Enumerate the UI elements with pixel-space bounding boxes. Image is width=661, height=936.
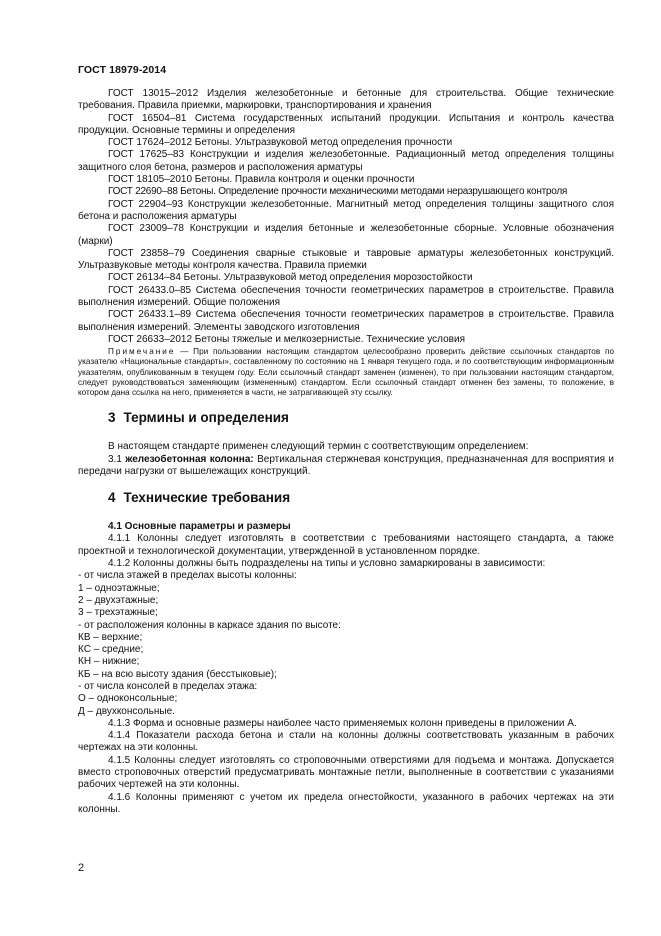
term-name: железобетонная колонна: [125, 453, 254, 465]
ref-gost-18105: ГОСТ 18105–2010 Бетоны. Правила контроля и оценки прочности [108, 174, 415, 186]
subsection-4-1-heading: 4.1 Основные параметры и размеры [108, 521, 291, 533]
ref-gost-26433-1: ГОСТ 26433.1–89 Система обеспечения точности геометрических параметров в строительстве. Правила выполнения измерений. Элементы заводского изготовления [78, 309, 614, 333]
clause-4-1-3: 4.1.3 Форма и основные размеры наиболее часто применяемых колонн приведены в приложении А. [108, 717, 577, 729]
ref-gost-16504: ГОСТ 16504–81 Система государственных испытаний продукции. Испытания и контроль качества продукции. Основные термины и определения [78, 112, 614, 136]
section-4-title: Технические требования [123, 490, 291, 506]
document-header: ГОСТ 18979-2014 [78, 64, 167, 76]
note-label: Примечание [108, 347, 176, 357]
term-definition [78, 454, 614, 479]
list-item: - от числа консолей в пределах этажа: [78, 681, 258, 692]
clause-4-1-5: 4.1.5 Колонны следует изготовлять со строповочными отверстиями для подъема и монтажа. Допускается вместо строповочных отверстий предусматривать монтажные петли, выполненные в соответствии с указаниями рабочих чертежей на эти колонны. [78, 754, 614, 791]
list-item: 1 – одноэтажные; [78, 582, 160, 594]
ref-gost-22690: ГОСТ 22690–88 Бетоны. Определение прочности механическими методами неразрушающего контроля [108, 186, 568, 198]
section-3-title: Термины и определения [123, 410, 289, 426]
document-body [78, 88, 614, 816]
ref-gost-13015: ГОСТ 13015–2012 Изделия железобетонные и бетонные для строительства. Общие технические требования. Правила приемки, маркировки, транспортирования и хранения [78, 88, 614, 112]
ref-gost-26633: ГОСТ 26633–2012 Бетоны тяжелые и мелкозернистые. Технические условия [108, 333, 465, 345]
section-4-heading [108, 490, 614, 506]
clause-4-1-6: 4.1.6 Колонны применяют с учетом их предела огнестойкости, указанного в рабочих чертежах на эти колонны. [78, 791, 614, 815]
section-3-heading [108, 410, 614, 426]
list-item: 3 – трехэтажные; [78, 607, 158, 619]
note [78, 347, 614, 398]
ref-gost-17624: ГОСТ 17624–2012 Бетоны. Ультразвуковой метод определения прочности [108, 137, 453, 149]
section-4-number: 4 [108, 490, 116, 506]
clause-4-1-4: 4.1.4 Показатели расхода бетона и стали на колонны должны соответствовать указанным в рабочих чертежах на эти колонны. [78, 730, 614, 754]
list-item: КВ – верхние; [78, 631, 143, 643]
list-item: 2 – двухэтажные; [78, 594, 159, 606]
ref-gost-26134: ГОСТ 26134–84 Бетоны. Ультразвуковой метод определения морозостойкости [108, 272, 473, 284]
ref-gost-26433-0: ГОСТ 26433.0–85 Система обеспечения точности геометрических параметров в строительстве. Правила выполнения измерений. Общие положения [78, 284, 614, 309]
list-item: КН – нижние; [78, 656, 140, 668]
list-item: Д – двухконсольные. [78, 705, 175, 717]
ref-gost-23009: ГОСТ 23009–78 Конструкции и изделия бетонные и железобетонные сборные. Условные обозначения (марки) [78, 223, 614, 247]
section-3-number: 3 [108, 410, 116, 426]
ref-gost-22904: ГОСТ 22904–93 Конструкции железобетонные. Магнитный метод определения толщины защитного слоя бетона и расположения арматуры [78, 198, 614, 222]
term-text: Вертикальная стержневая конструкция, предназначенная для восприятия и передачи нагрузки от вышележащих конструкций. [78, 453, 615, 477]
clause-4-1-2: 4.1.2 Колонны должны быть подразделены на типы и условно замаркированы в зависимости: [108, 558, 546, 570]
page-number: 2 [78, 862, 85, 874]
ref-gost-17625: ГОСТ 17625–83 Конструкции и изделия железобетонные. Радиационный метод определения толщины защитного слоя бетона, размеров и расположения арматуры [78, 149, 614, 173]
list-item: КБ – на всю высоту здания (бесстыковые); [78, 668, 277, 680]
list-item: КС – средние; [78, 644, 144, 656]
list-item: - от расположения колонны в каркасе здания по высоте: [78, 619, 341, 631]
note-text: — При пользовании настоящим стандартом целесообразно проверить действие ссылочных стандартов по указателю «Национальные стандарты», составленному по состоянию на 1 января текущего года, и по соответствующим информационным указателям, опубликованным в текущем году. Если ссылочный стандарт заменен (изменен), то при пользовании настоящим стандартом, следует руководствоваться заменяющим (измененным) стандартом. Если ссылочный стандарт отменен без замены, то положение, в котором дана ссылка на него, применяется в части, не затрагивающей эту ссылку. [78, 347, 614, 398]
section-3-intro: В настоящем стандарте применен следующий термин с соответствующим определением: [108, 441, 529, 453]
ref-gost-23858: ГОСТ 23858–79 Соединения сварные стыковые и тавровые арматуры железобетонных конструкций. Ультразвуковые методы контроля качества. Правила приемки [78, 247, 614, 272]
list-item: - от числа этажей в пределах высоты колонны: [78, 570, 297, 582]
clause-4-1-1: 4.1.1 Колонны следует изготовлять в соответствии с требованиями настоящего стандарта, а также проектной и технологической документации, утвержденной в установленном порядке. [78, 533, 614, 557]
list-item: О – одноконсольные; [78, 693, 178, 705]
term-number: 3.1 [108, 453, 122, 465]
